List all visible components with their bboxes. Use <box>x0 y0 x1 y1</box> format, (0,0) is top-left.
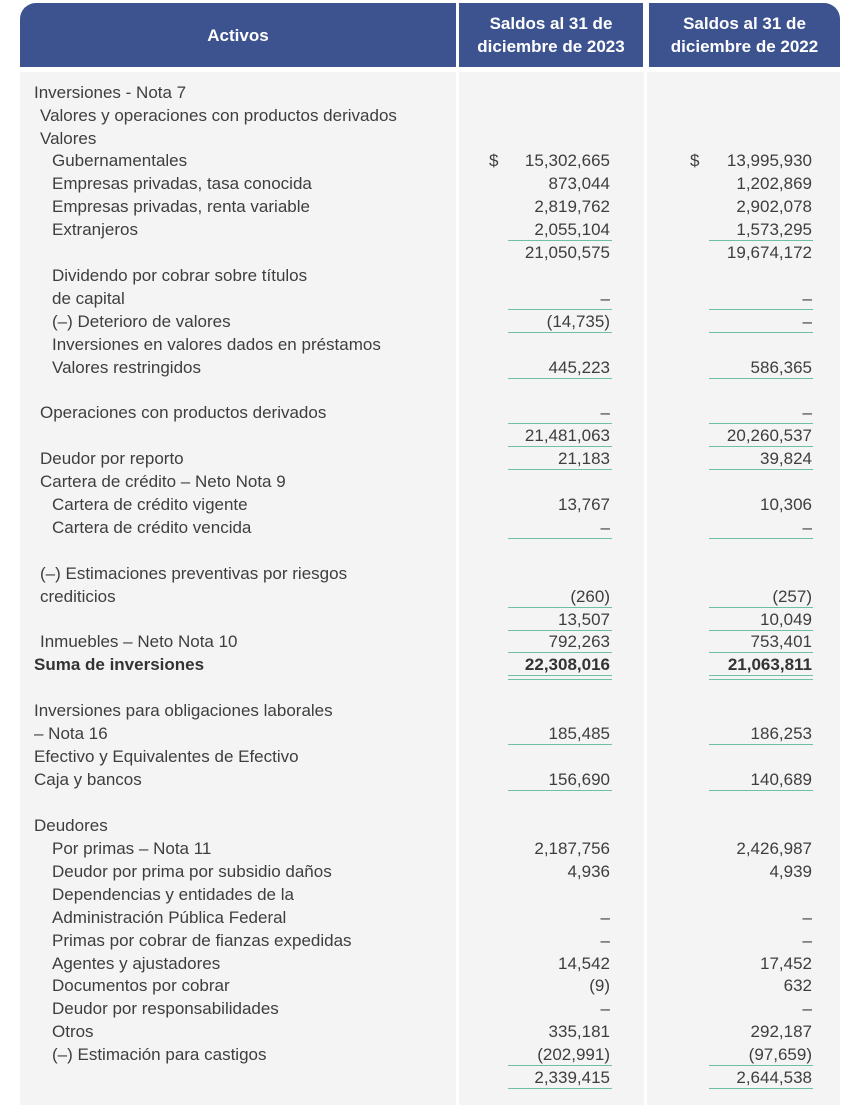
total-underline <box>508 538 612 539</box>
value-2023: 15,302,665 <box>524 151 610 170</box>
total-underline <box>709 790 813 791</box>
currency-sign-2023: $ <box>489 151 499 170</box>
value-2022: 19,674,172 <box>726 243 812 262</box>
total-underline <box>508 1088 612 1089</box>
value-2022: (257) <box>772 587 812 606</box>
header-2022-line2: diciembre de 2022 <box>670 37 819 56</box>
row-label: Efectivo y Equivalentes de Efectivo <box>34 747 299 766</box>
value-2023: 873,044 <box>548 174 610 193</box>
value-2023: – <box>600 908 610 927</box>
row-label: Deudor por prima por subsidio daños <box>52 862 332 881</box>
value-2022: 753,401 <box>750 632 812 651</box>
value-2022: 186,253 <box>750 724 812 743</box>
table-row <box>0 81 860 104</box>
row-label: Inversiones en valores dados en préstamos <box>52 335 381 354</box>
row-label: Agentes y ajustadores <box>52 954 221 973</box>
row-label: (–) Estimaciones preventivas por riesgos <box>40 564 348 583</box>
row-label: Operaciones con productos derivados <box>40 403 327 422</box>
value-2023: 2,819,762 <box>534 197 610 216</box>
table-row <box>0 470 860 493</box>
value-2023: (9) <box>589 976 610 995</box>
row-label: Valores y operaciones con productos derivados <box>40 106 397 125</box>
table-row <box>0 906 860 929</box>
value-2022: 13,995,930 <box>726 151 812 170</box>
header-activos-label: Activos <box>207 25 269 45</box>
value-2023: 445,223 <box>548 358 610 377</box>
table-row <box>0 356 860 379</box>
table-row <box>0 585 860 608</box>
table-row <box>0 287 860 310</box>
value-2022: – <box>802 403 812 422</box>
table-row <box>0 1043 860 1066</box>
row-label: Deudor por reporto <box>40 449 184 468</box>
table-row <box>0 447 860 470</box>
table-row <box>0 952 860 975</box>
table-row <box>0 722 860 745</box>
row-label: Cartera de crédito vigente <box>52 495 248 514</box>
table-row <box>0 195 860 218</box>
value-2022: (97,659) <box>748 1045 812 1064</box>
double-underline <box>709 675 813 680</box>
table-row <box>0 699 860 722</box>
total-underline <box>709 378 813 379</box>
table-row <box>0 653 860 676</box>
value-2022: 1,202,869 <box>736 174 812 193</box>
value-2022: – <box>802 908 812 927</box>
row-label: – Nota 16 <box>34 724 108 743</box>
value-2022: – <box>802 931 812 950</box>
row-label: Primas por cobrar de fianzas expedidas <box>52 931 352 950</box>
table-row <box>0 241 860 264</box>
table-row <box>0 104 860 127</box>
value-2022: 4,939 <box>769 862 812 881</box>
total-underline <box>709 1088 813 1089</box>
value-2023: 156,690 <box>548 770 610 789</box>
value-2023: – <box>600 289 610 308</box>
row-label: Inversiones para obligaciones laborales <box>34 701 333 720</box>
value-2023: 14,542 <box>558 954 610 973</box>
table-row <box>0 630 860 653</box>
value-2022: – <box>802 518 812 537</box>
table-row <box>0 883 860 906</box>
table-row <box>0 516 860 539</box>
value-2023: 22,308,016 <box>524 655 610 674</box>
value-2023: (260) <box>570 587 610 606</box>
table-row <box>0 218 860 241</box>
value-2023: 4,936 <box>567 862 610 881</box>
table-row <box>0 1066 860 1089</box>
row-label: Administración Pública Federal <box>52 908 287 927</box>
row-label: Deudor por responsabilidades <box>52 999 279 1018</box>
row-label: Empresas privadas, tasa conocida <box>52 174 312 193</box>
value-2022: – <box>802 999 812 1018</box>
table-row <box>0 127 860 150</box>
total-underline <box>508 378 612 379</box>
value-2022: – <box>802 312 812 331</box>
header-activos <box>20 3 456 67</box>
value-2023: 21,481,063 <box>524 426 610 445</box>
value-2023: 185,485 <box>548 724 610 743</box>
row-label: Otros <box>52 1022 94 1041</box>
currency-sign-2022: $ <box>690 151 700 170</box>
value-2022: 140,689 <box>750 770 812 789</box>
value-2022: 10,306 <box>760 495 812 514</box>
value-2023: – <box>600 518 610 537</box>
header-2023-line1: Saldos al 31 de <box>489 14 613 33</box>
row-label: Documentos por cobrar <box>52 976 230 995</box>
value-2022: 10,049 <box>760 610 812 629</box>
value-2023: 13,507 <box>558 610 610 629</box>
row-label: Deudores <box>34 816 108 835</box>
row-label: Dependencias y entidades de la <box>52 885 294 904</box>
value-2022: 2,644,538 <box>736 1068 812 1087</box>
row-label: (–) Deterioro de valores <box>52 312 231 331</box>
total-underline <box>709 538 813 539</box>
row-label: Por primas – Nota 11 <box>52 839 212 858</box>
row-label: de capital <box>52 289 125 308</box>
table-row <box>0 768 860 791</box>
table-row <box>0 929 860 952</box>
value-2023: 792,263 <box>548 632 610 651</box>
value-2023: – <box>600 931 610 950</box>
value-2022: 2,902,078 <box>736 197 812 216</box>
header-2023 <box>459 3 643 67</box>
table-row <box>0 837 860 860</box>
value-2023: 335,181 <box>548 1022 610 1041</box>
table-row <box>0 745 860 768</box>
row-label: Suma de inversiones <box>34 655 205 674</box>
value-2023: 21,183 <box>558 449 610 468</box>
table-row <box>0 608 860 631</box>
value-2022: 586,365 <box>750 358 812 377</box>
value-2023: – <box>600 403 610 422</box>
value-2023: 21,050,575 <box>524 243 610 262</box>
table-row <box>0 264 860 287</box>
row-label: Dividendo por cobrar sobre títulos <box>52 266 308 285</box>
table-row <box>0 310 860 333</box>
row-label: Inversiones - Nota 7 <box>34 83 187 102</box>
value-2022: 21,063,811 <box>727 655 812 674</box>
table-row <box>0 493 860 516</box>
value-2022: – <box>802 289 812 308</box>
row-label: Cartera de crédito vencida <box>52 518 252 537</box>
row-label: crediticios <box>40 587 116 606</box>
row-label: Valores <box>40 129 97 148</box>
table-row <box>0 562 860 585</box>
value-2022: 39,824 <box>760 449 812 468</box>
table-row <box>0 1020 860 1043</box>
table-row <box>0 974 860 997</box>
row-label: Gubernamentales <box>52 151 188 170</box>
value-2023: 13,767 <box>558 495 610 514</box>
value-2022: 632 <box>783 976 812 995</box>
value-2023: 2,187,756 <box>534 839 610 858</box>
double-underline <box>508 675 612 680</box>
table-row <box>0 814 860 837</box>
value-2023: 2,339,415 <box>534 1068 610 1087</box>
row-label: Inmuebles – Neto Nota 10 <box>40 632 238 651</box>
table-row <box>0 333 860 356</box>
value-2022: 292,187 <box>750 1022 812 1041</box>
value-2022: 17,452 <box>760 954 812 973</box>
total-underline <box>508 790 612 791</box>
header-2023-line2: diciembre de 2023 <box>477 37 625 56</box>
table-row <box>0 860 860 883</box>
value-2023: – <box>600 999 610 1018</box>
value-2023: (202,991) <box>537 1045 610 1064</box>
value-2022: 20,260,537 <box>726 426 812 445</box>
header-2022 <box>649 3 840 67</box>
row-label: Valores restringidos <box>52 358 201 377</box>
header-2022-line1: Saldos al 31 de <box>683 14 806 33</box>
row-label: Caja y bancos <box>34 770 142 789</box>
table-row <box>0 401 860 424</box>
table-row <box>0 172 860 195</box>
row-label: (–) Estimación para castigos <box>52 1045 267 1064</box>
table-row <box>0 997 860 1020</box>
value-2022: 2,426,987 <box>736 839 812 858</box>
table-row <box>0 424 860 447</box>
value-2023: 2,055,104 <box>534 220 610 239</box>
row-label: Empresas privadas, renta variable <box>52 197 310 216</box>
value-2023: (14,735) <box>546 312 610 331</box>
row-label: Cartera de crédito – Neto Nota 9 <box>40 472 286 491</box>
table-row <box>0 149 860 172</box>
value-2022: 1,573,295 <box>736 220 812 239</box>
row-label: Extranjeros <box>52 220 138 239</box>
